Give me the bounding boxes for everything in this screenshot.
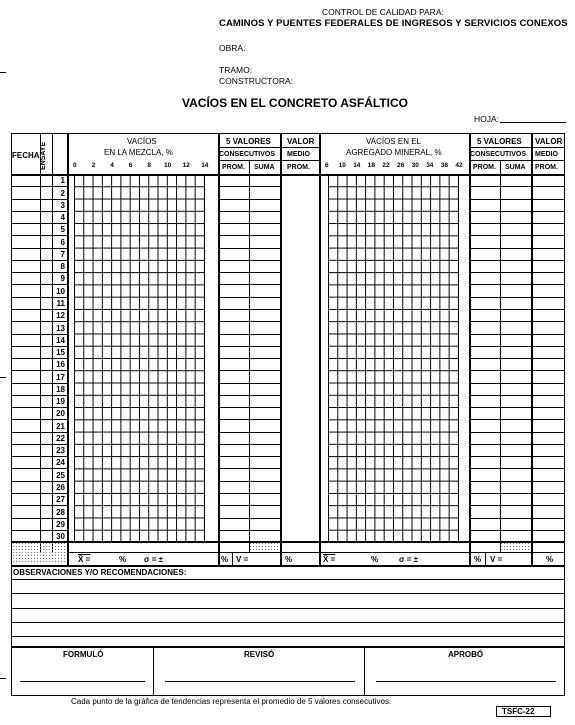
stipple-area [12,542,67,564]
pct-1: % [119,555,127,564]
row-line [218,321,280,322]
row-line [218,407,280,408]
row-line [469,297,565,298]
formulo-signature-line[interactable] [20,681,145,682]
obs-line[interactable] [11,608,565,609]
row-line [218,309,280,310]
ensaye-header: ENSAYE [40,141,47,170]
row-line [469,493,565,494]
row-line [11,407,67,408]
row-line [11,481,67,482]
row-line [218,432,280,433]
agregado-chart-grid[interactable] [328,174,459,543]
prom-2: PROM. [473,164,496,171]
hdr-line [469,160,565,161]
row-line [11,444,67,445]
row-line [218,297,280,298]
row-line [469,395,565,396]
margin-mark [0,72,6,73]
row-line [469,370,565,371]
agregado-tick-label: 38 [440,162,449,169]
row-line [11,321,67,322]
row-line [469,248,565,249]
row-line [469,186,565,187]
agregado-tick-label: 10 [338,162,346,169]
row-line [469,321,565,322]
summary-top [67,552,565,553]
agregado-tick-label: 18 [367,162,376,169]
consecutivos-2: CONSECUTIVOS [470,151,527,158]
row-line [218,468,280,469]
summary-divider [232,552,233,565]
col-divider [40,133,41,552]
row-line [11,297,67,298]
row-line [469,530,565,531]
row-line [469,260,565,261]
hdr-line [218,160,319,161]
row-line [218,530,280,531]
row-number: 20 [56,409,65,419]
pct-2: % [221,555,229,564]
footer-note: Cada punto de la gráfica de tendencias representa el promedio de 5 valores consecutivos. [71,697,392,706]
row-number: 3 [60,200,65,210]
row-line [218,211,280,212]
row-number: 21 [56,421,65,431]
summary-bottom [11,565,565,567]
page-title: VACÍOS EN EL CONCRETO ASFÁLTICO [182,96,409,110]
fecha-header: FECHA [12,151,40,160]
agregado-tick-label: 34 [426,162,434,169]
xbar-2: X̄ = [323,555,336,564]
row-number: 25 [56,470,65,480]
row-number: 4 [60,213,65,223]
row-line [11,334,67,335]
row-line [469,346,565,347]
agregado-tick-label: 30 [411,162,419,169]
vacios-mezcla-title: VACÍOS [127,137,157,146]
obs-line[interactable] [11,622,565,623]
row-line [469,407,565,408]
row-line [11,260,67,261]
mezcla-tick-label: 8 [147,162,152,169]
constructora-label: CONSTRUCTORA: [219,76,293,86]
agregado-tick-label: 6 [325,162,329,169]
vacios-agregado-title: VACÍOS EN EL [366,137,421,146]
mezcla-tick-label: 6 [128,162,133,169]
hoja-field[interactable] [500,122,566,123]
row-line [469,223,565,224]
suma-2: SUMA [505,164,526,171]
row-line [11,284,67,285]
margin-mark [0,377,6,378]
row-line [218,346,280,347]
mezcla-tick-label: 14 [201,162,209,169]
org-name: CAMINOS Y PUENTES FEDERALES DE INGRESOS Y SERVICIOS CONEXOS [219,18,568,29]
row-line [469,358,565,359]
row-number: 14 [56,335,65,345]
obra-label: OBRA: [219,43,246,53]
obs-bottom [11,646,565,648]
row-line [218,223,280,224]
row-line [11,199,67,200]
row-line [11,505,67,506]
row-line [11,346,67,347]
mezcla-tick-label: 10 [164,162,172,169]
agregado-tick-label: 14 [353,162,361,169]
row-line [11,248,67,249]
mezcla-chart-grid[interactable] [74,174,205,543]
row-line [11,432,67,433]
summary-divider [485,552,486,565]
medio-2: MEDIO [535,151,558,158]
row-line [218,248,280,249]
mezcla-tick-label: 12 [182,162,190,169]
row-number: 8 [60,262,65,272]
obs-line [11,579,565,580]
row-line [11,493,67,494]
cinco-valores-1: 5 VALORES [226,137,271,146]
row-number: 22 [56,433,65,443]
prom-medio-2: PROM. [535,164,558,171]
aprobo-signature-line[interactable] [376,681,556,682]
mezcla-tick-label: 0 [73,162,77,169]
sigma-2: σ = ± [399,555,418,564]
row-line [11,468,67,469]
row-number: 29 [56,519,65,529]
row-number: 12 [56,311,65,321]
row-number: 11 [56,298,65,308]
row-number: 28 [56,507,65,517]
row-line [11,530,67,531]
form-code-box [496,706,551,717]
row-line [469,444,565,445]
mezcla-tick-label: 4 [110,162,114,169]
row-line [218,505,280,506]
row-line [469,284,565,285]
row-line [469,272,565,273]
row-line [218,272,280,273]
hdr-line [218,147,319,148]
row-line [469,481,565,482]
medio-1: MEDIO [287,151,310,158]
row-line [11,272,67,273]
formulo-label: FORMULÓ [63,650,104,659]
v-1: V = [236,555,249,564]
row-number: 6 [60,237,65,247]
row-number: 24 [56,458,65,468]
row-line [218,456,280,457]
row-line [218,383,280,384]
sigma-1: σ = ± [144,555,163,564]
reviso-signature-line[interactable] [165,681,355,682]
agregado-tick-label: 42 [455,162,463,169]
sig-divider [153,646,154,695]
row-line [469,419,565,420]
row-line [11,370,67,371]
row-line [469,199,565,200]
row-number: 18 [56,384,65,394]
row-line [218,444,280,445]
agregado-tick-label: 26 [397,162,405,169]
valor-1: VALOR [287,137,315,146]
row-number: 16 [56,360,65,370]
margin-mark [0,678,6,679]
consecutivos-1: CONSECUTIVOS [219,151,276,158]
row-number: 27 [56,495,65,505]
row-line [469,505,565,506]
row-line [469,235,565,236]
row-line [469,468,565,469]
row-line [469,334,565,335]
cinco-valores-2: 5 VALORES [477,137,522,146]
row-line [218,334,280,335]
mezcla-tick-label: 2 [91,162,96,169]
tramo-label: TRAMO: [219,65,253,75]
v-2: V = [490,555,503,564]
row-line [11,211,67,212]
pct-6: % [546,555,554,564]
hdr-line [469,147,565,148]
obs-line[interactable] [11,636,565,637]
row-line [11,358,67,359]
row-number: 2 [60,188,65,198]
row-line [11,309,67,310]
row-line [11,186,67,187]
row-line [469,309,565,310]
row-line [218,395,280,396]
row-number: 15 [56,348,65,358]
col-divider [319,133,321,565]
row-line [11,235,67,236]
row-line [218,493,280,494]
row-number: 7 [60,249,65,259]
valor-2: VALOR [535,137,563,146]
row-line [469,432,565,433]
row-number: 17 [56,372,65,382]
obs-line[interactable] [11,593,565,594]
row-line [218,186,280,187]
xbar-1: X̄ = [78,555,91,564]
row-number: 23 [56,446,65,456]
vacios-agregado-subtitle: AGREGADO MINERAL, % [346,148,442,157]
row-line [11,383,67,384]
col-divider [67,133,69,565]
prom-medio-1: PROM. [287,164,310,171]
control-label: CONTROL DE CALIDAD PARA: [322,7,444,17]
table-bottom [11,541,565,543]
row-number: 10 [56,286,65,296]
observaciones-label: OBSERVACIONES Y/O RECOMENDACIONES: [13,568,187,577]
row-number: 30 [56,532,65,542]
row-number: 13 [56,323,65,333]
row-line [469,456,565,457]
row-line [218,235,280,236]
row-line [218,481,280,482]
hoja-label: HOJA: [474,114,500,124]
row-line [218,260,280,261]
row-number: 26 [56,483,65,493]
row-line [11,518,67,519]
suma-1: SUMA [254,164,275,171]
col-divider [280,133,282,565]
form-code: TSFC-22 [502,707,535,716]
row-line [218,284,280,285]
row-line [218,199,280,200]
row-line [11,456,67,457]
pct-3: % [285,555,293,564]
row-line [469,383,565,384]
aprobo-label: APROBÓ [448,650,484,659]
sig-divider [364,646,365,695]
row-number: 5 [60,225,65,235]
row-line [218,518,280,519]
row-number: 1 [60,176,65,186]
row-line [11,419,67,420]
prom-1: PROM. [222,164,245,171]
row-number: 19 [56,397,65,407]
vacios-mezcla-subtitle: EN LA MEZCLA, % [104,148,173,157]
row-line [11,223,67,224]
agregado-tick-label: 22 [382,162,390,169]
row-line [469,518,565,519]
row-number: 9 [60,274,65,284]
row-line [218,358,280,359]
pct-5: % [474,555,482,564]
reviso-label: REVISÓ [244,650,275,659]
row-line [218,419,280,420]
row-line [218,370,280,371]
row-line [469,211,565,212]
pct-4: % [371,555,379,564]
row-line [11,395,67,396]
